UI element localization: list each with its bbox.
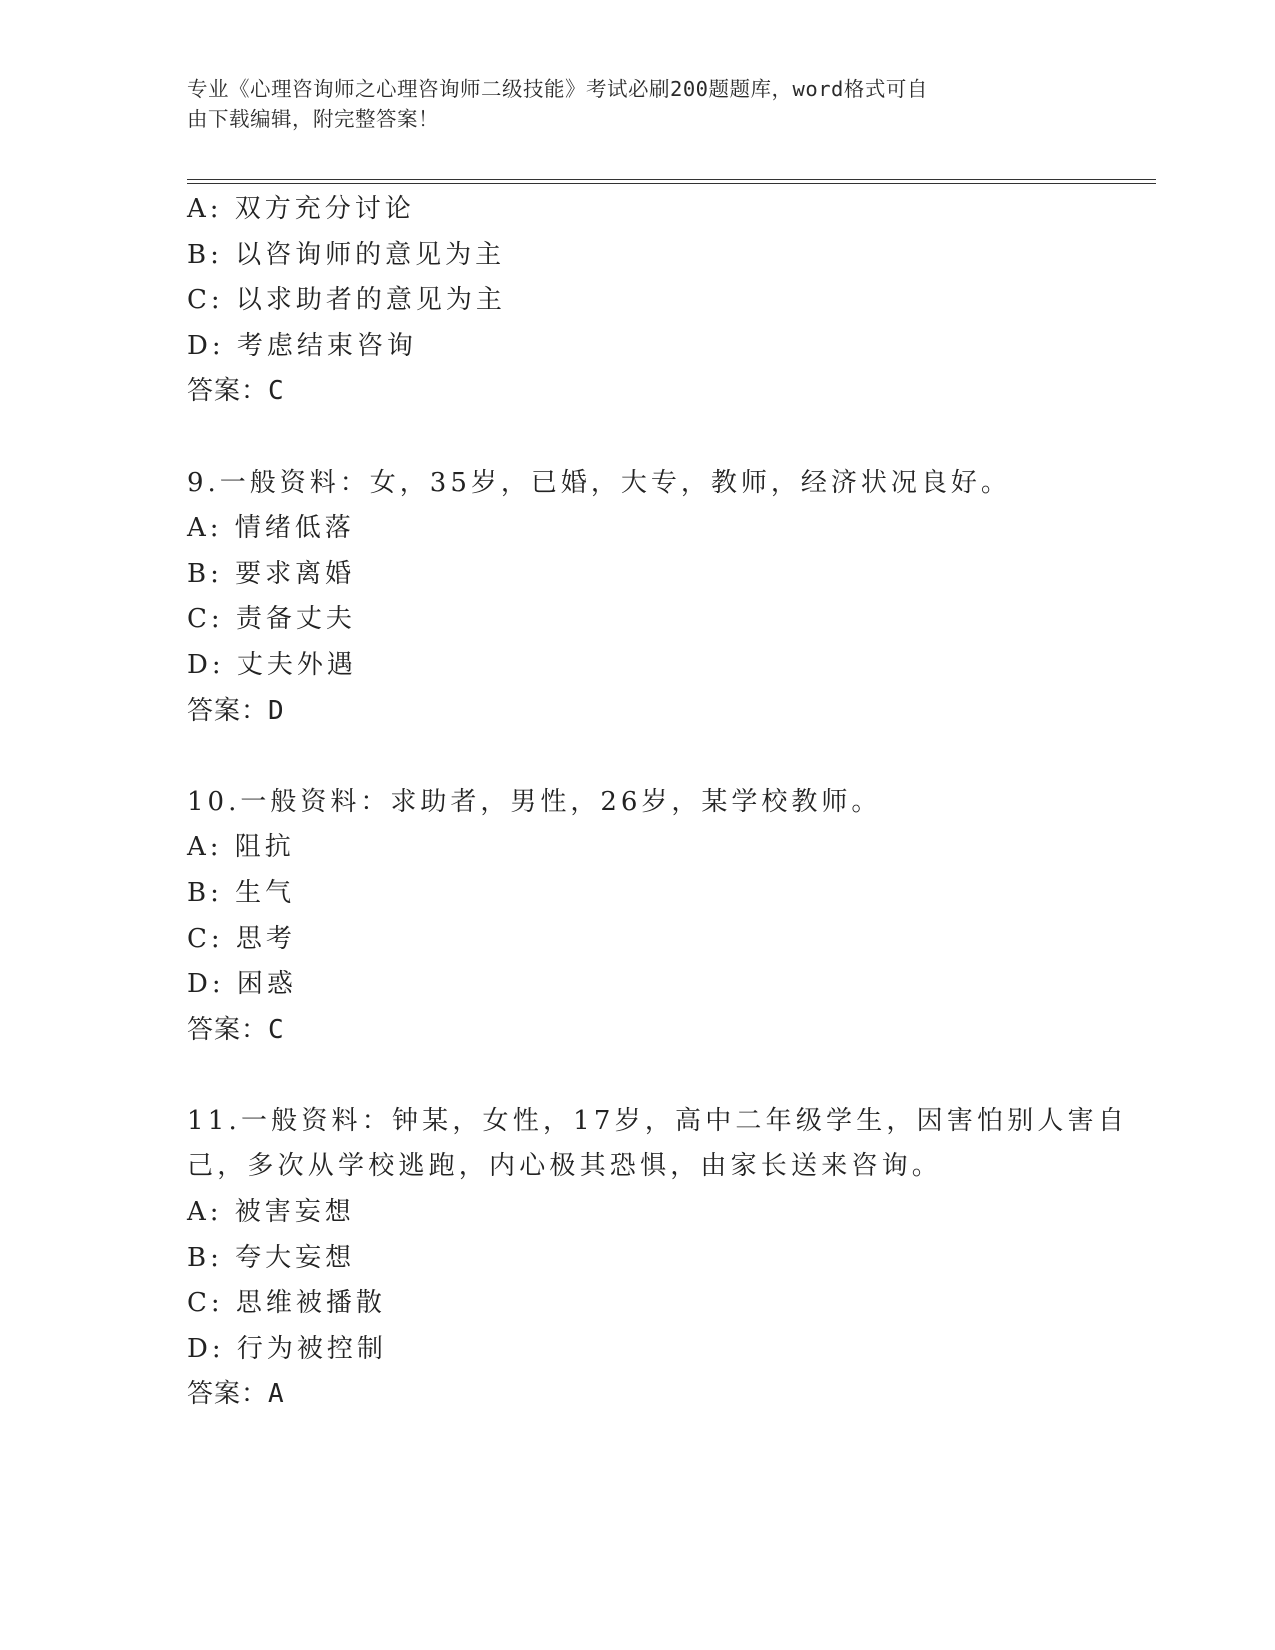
question-stem: 9.一般资料：女，35岁，已婚，大专，教师，经济状况良好。 <box>187 467 1011 498</box>
question-stem: 10.一般资料：求助者，男性，26岁，某学校教师。 <box>187 786 882 817</box>
spacer <box>187 415 1087 461</box>
option-c: C: 思维被播散 <box>187 1288 386 1319</box>
answer-line: 答案：C <box>187 1014 285 1045</box>
header-divider-bottom <box>187 183 1156 184</box>
spacer <box>187 734 1087 780</box>
option-d: D: 丈夫外遇 <box>187 649 357 680</box>
option-b: B: 要求离婚 <box>187 558 356 589</box>
spacer <box>187 1053 1087 1099</box>
option-d: D: 困惑 <box>187 969 297 1000</box>
question-stem-line-2: 己，多次从学校逃跑，内心极其恐惧，由家长送来咨询。 <box>187 1151 943 1182</box>
option-a: A: 阻抗 <box>187 832 295 863</box>
option-a: A: 情绪低落 <box>187 513 355 544</box>
option-c: C: 责备丈夫 <box>187 604 356 635</box>
header-line-1: 专业《心理咨询师之心理咨询师二级技能》考试必刷200题题库，word格式可自 <box>187 77 928 101</box>
question-block-prev <box>187 187 1087 415</box>
option-b: B: 以咨询师的意见为主 <box>187 239 506 270</box>
option-c: C: 以求助者的意见为主 <box>187 285 506 316</box>
question-block-11 <box>187 1099 1129 1418</box>
question-list <box>187 187 1129 1418</box>
question-block-10 <box>187 780 1087 1054</box>
header-line-2: 由下载编辑，附完整答案！ <box>187 107 439 131</box>
option-d: D: 考虑结束咨询 <box>187 330 417 361</box>
answer-line: 答案：C <box>187 376 285 407</box>
option-b: B: 生气 <box>187 877 296 908</box>
question-block-9 <box>187 461 1087 735</box>
answer-line: 答案：A <box>187 1379 285 1410</box>
option-b: B: 夸大妄想 <box>187 1242 356 1273</box>
question-stem-line-1: 11.一般资料：钟某，女性，17岁，高中二年级学生，因害怕别人害自 <box>187 1105 1129 1136</box>
option-a: A: 双方充分讨论 <box>187 194 415 224</box>
option-d: D: 行为被控制 <box>187 1333 387 1364</box>
header-divider-top <box>187 179 1156 180</box>
document-header <box>187 74 1067 134</box>
answer-line: 答案：D <box>187 695 285 726</box>
option-c: C: 思考 <box>187 923 296 954</box>
option-a: A: 被害妄想 <box>187 1197 355 1228</box>
